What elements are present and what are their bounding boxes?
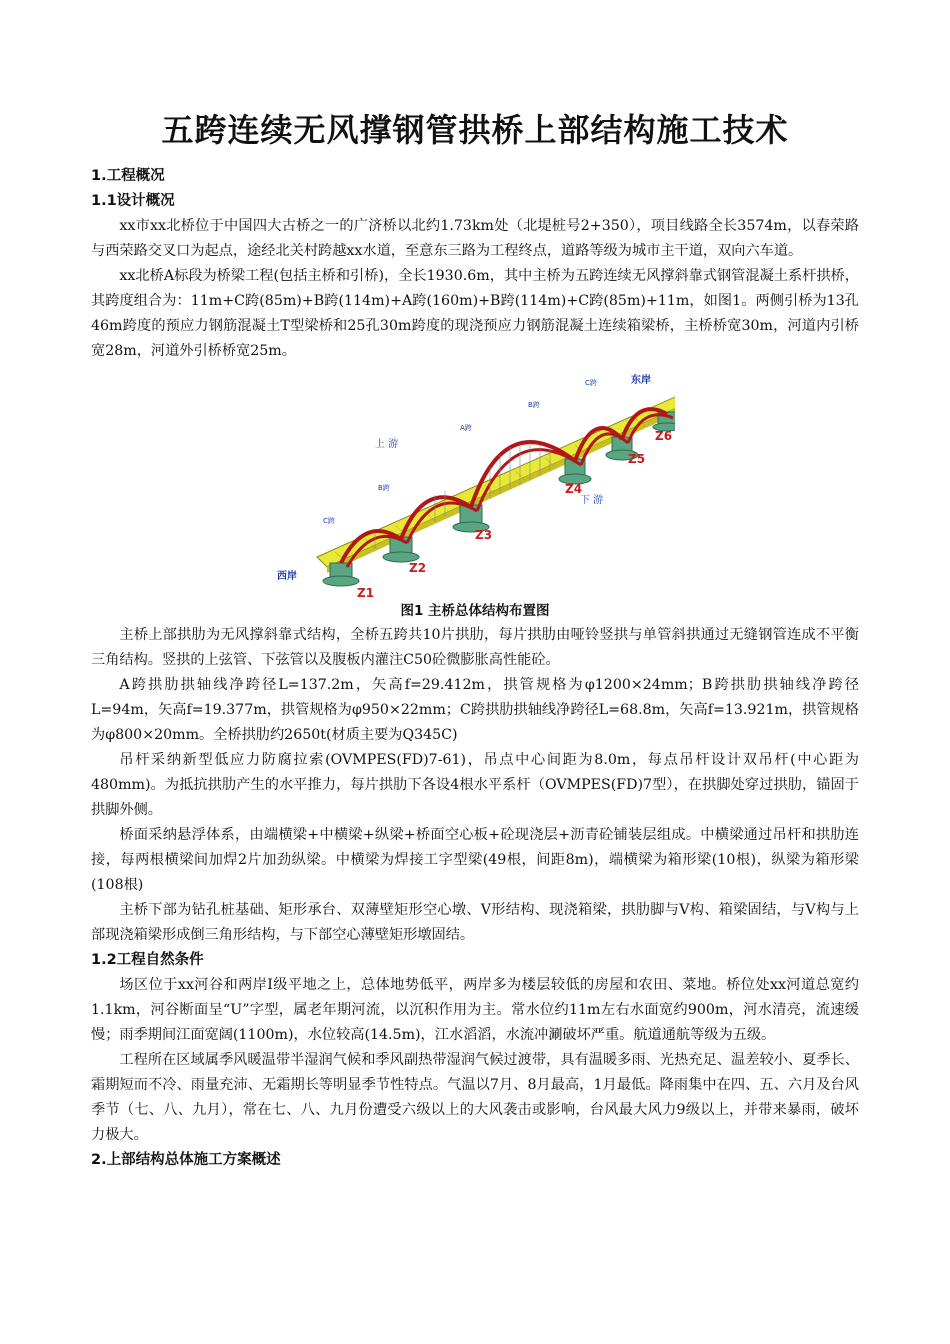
- label-west-bank: 西岸: [277, 571, 297, 582]
- label-b-span-east: B跨: [528, 401, 540, 409]
- paragraph-3: 主桥上部拱肋为无风撑斜靠式结构，全桥五跨共10片拱肋，每片拱肋由哑铃竖拱与单管斜拱通过无缝钢管连成不平衡三角结构。竖拱的上弦管、下弦管以及腹板内灌注C50砼微膨胀高性能砼。: [91, 627, 859, 668]
- section-heading-1: 1.工程概况: [91, 168, 165, 184]
- label-upstream: 上 游: [375, 439, 399, 450]
- section-heading-1-1: 1.1设计概况: [91, 193, 175, 209]
- figure-caption: 图1 主桥总体结构布置图: [400, 603, 550, 619]
- document-title: 五跨连续无风撑钢管拱桥上部结构施工技术: [161, 111, 789, 149]
- paragraph-4: A跨拱肋拱轴线净跨径L=137.2m，矢高f=29.412m，拱管规格为φ1200×24mm；B跨拱肋拱轴线净跨径L=94m，矢高f=19.377m，拱管规格为φ950×22mm；C跨拱肋拱轴线净跨径L=68.8m，矢高f=13.921m，拱管规格为φ800×20mm。全桥拱肋约2650t(材质主要为Q345C): [91, 677, 859, 743]
- paragraph-8: 场区位于xx河谷和两岸Ⅰ级平地之上，总体地势低平，两岸多为楼层较低的房屋和农田、菜地。桥位处xx河道总宽约1.1km，河谷断面呈“U”字型，属老年期河流，以沉积作用为主。常水位约11m左右水面宽约900m，河水清亮，流速缓慢；雨季期间江面宽阔(1100m)，水位较高(14.5m)，江水滔滔，水流冲涮破坏严重。航道通航等级为五级。: [91, 977, 859, 1043]
- label-z4: Z4: [565, 482, 583, 496]
- label-c-span-west: C跨: [323, 517, 335, 525]
- paragraph-7: 主桥下部为钻孔桩基础、矩形承台、双薄壁矩形空心墩、V形结构、现浇箱梁，拱肋脚与V构、箱梁固结，与V构与上部现浇箱梁形成倒三角形结构，与下部空心薄壁矩形墩固结。: [91, 902, 859, 943]
- label-b-span-west: B跨: [378, 484, 390, 492]
- label-downstream: 下 游: [580, 495, 604, 506]
- bridge-layout-figure: [275, 367, 675, 599]
- label-z3: Z3: [475, 528, 493, 542]
- paragraph-5: 吊杆采纳新型低应力防腐拉索(OVMPES(FD)7-61)，吊点中心间距为8.0m，每点吊杆设计双吊杆(中心距为480mm)。为抵抗拱肋产生的水平推力，每片拱肋下各设4根水平系杆（OVMPES(FD)7型），在拱脚处穿过拱肋，锚固于拱脚外侧。: [91, 752, 859, 818]
- label-z5: Z5: [628, 452, 646, 466]
- document-page: [91, 108, 859, 1173]
- paragraph-2: xx北桥A标段为桥梁工程(包括主桥和引桥)，全长1930.6m，其中主桥为五跨连续无风撑斜靠式钢管混凝土系杆拱桥，其跨度组合为：11m+C跨(85m)+B跨(114m)+A跨(160m)+B跨(114m)+C跨(85m)+11m，如图1。两侧引桥为13孔46m跨度的预应力钢筋混凝土T型梁桥和25孔30m跨度的现浇预应力钢筋混凝土连续箱梁桥，主桥桥宽30m，河道内引桥宽28m，河道外引桥桥宽25m。: [91, 268, 859, 359]
- label-a-span: A跨: [460, 424, 472, 432]
- label-z1: Z1: [357, 586, 375, 599]
- label-east-bank: 东岸: [631, 375, 651, 386]
- label-c-span-east: C跨: [585, 379, 597, 387]
- paragraph-1: xx市xx北桥位于中国四大古桥之一的广济桥以北约1.73km处（北堤桩号2+350），项目线路全长3574m，以春荣路与西荣路交叉口为起点，途经北关村跨越xx水道，至意东三路为工程终点，道路等级为城市主干道，双向六车道。: [91, 218, 859, 259]
- label-z2: Z2: [409, 561, 427, 575]
- paragraph-9: 工程所在区域属季风暖温带半湿润气候和季风副热带湿润气候过渡带，具有温暖多雨、光热充足、温差较小、夏季长、霜期短而不冷、雨量充沛、无霜期长等明显季节性特点。气温以7月、8月最高，1月最低。降雨集中在四、五、六月及台风季节（七、八、九月），常在七、八、九月份遭受六级以上的大风袭击或影响，台风最大风力9级以上，并带来暴雨，破坏力极大。: [91, 1052, 859, 1143]
- section-heading-2: 2.上部结构总体施工方案概述: [91, 1152, 281, 1168]
- label-z6: Z6: [655, 429, 673, 443]
- paragraph-6: 桥面采纳悬浮体系，由端横梁+中横梁+纵梁+桥面空心板+砼现浇层+沥青砼铺装层组成。中横梁通过吊杆和拱肋连接，每两根横梁间加焊2片加劲纵梁。中横梁为焊接工字型梁(49根，间距8m)，端横梁为箱形梁(10根)，纵梁为箱形梁(108根): [91, 827, 859, 893]
- section-heading-1-2: 1.2工程自然条件: [91, 952, 204, 968]
